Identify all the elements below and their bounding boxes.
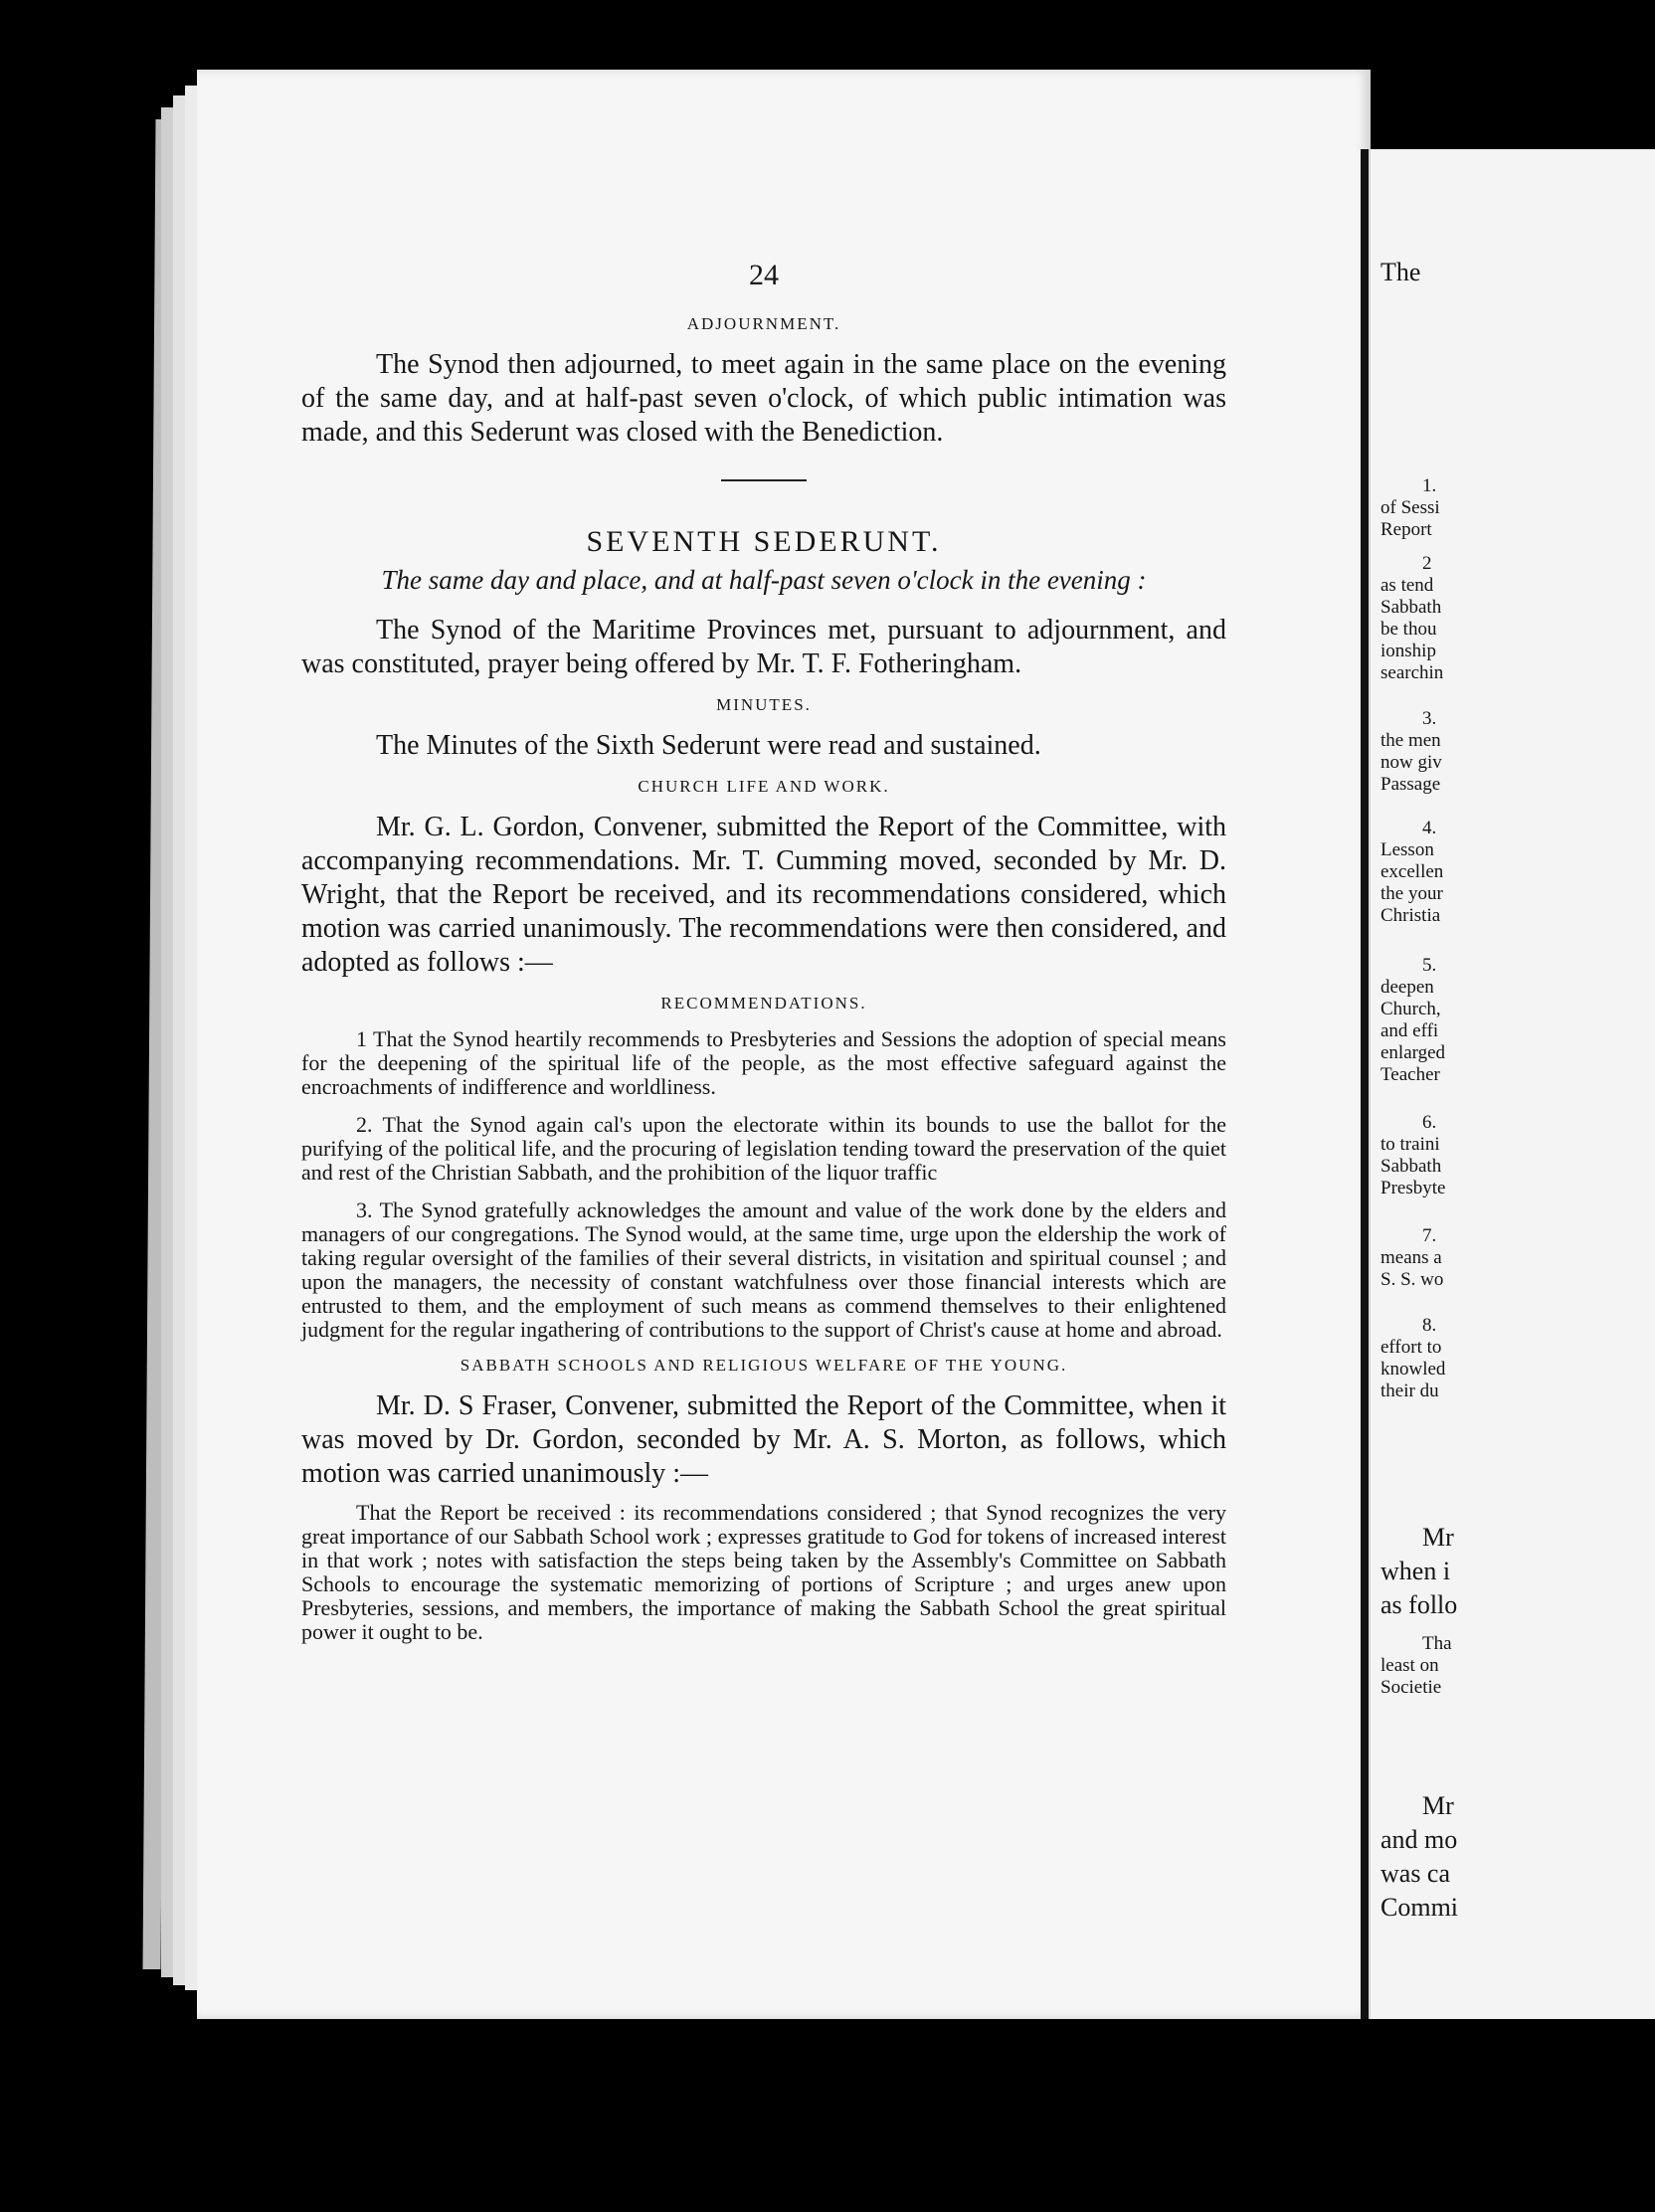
right-page-fragment: the men (1380, 730, 1441, 751)
right-page-fragment: Societie (1380, 1677, 1442, 1698)
right-page-fragment: 3. (1422, 708, 1437, 729)
right-page-fragment: Sabbath (1380, 1156, 1442, 1177)
right-page-fragment: and mo (1380, 1825, 1458, 1854)
left-page (197, 70, 1371, 2019)
recommendation-item: 3. The Synod gratefully acknowledges the amount and value of the work done by the elders and managers of our congregations. The Synod would, at the same time, urge upon the eldership the work of taking regular oversight of the families of their several districts, in visitation and spiritual counsel ; and upon the managers, the necessity of constant watchfulness over those financial interests which are entrusted to them, and the employment of such means as commend themselves to their enlightened judgment for the regular ingathering of contributions to the support of Christ's cause at home and abroad. (301, 1198, 1226, 1342)
right-page-fragment: Sabbath (1380, 597, 1442, 618)
right-page-fragment: Lesson (1380, 839, 1434, 860)
sabbath-schools-heading: SABBATH SCHOOLS AND RELIGIOUS WELFARE OF THE YOUNG. (460, 1356, 1068, 1375)
church-life-heading: CHURCH LIFE AND WORK. (638, 777, 890, 796)
recommendation-item: 2. That the Synod again cal's upon the electorate within its bounds to use the ballot for the purifying of the political life, and the procuring of legislation tending toward the preservation of the quiet and rest of the Christian Sabbath, and the prohibition of the liquor traffic (301, 1112, 1226, 1185)
right-page-fragment: effort to (1380, 1337, 1442, 1358)
right-page-fragment: means a (1380, 1247, 1442, 1268)
right-page-fragment: 6. (1422, 1112, 1437, 1133)
right-page-fragment: Presbyte (1380, 1178, 1446, 1198)
right-page-fragment: to traini (1380, 1134, 1440, 1155)
right-page-fragment: S. S. wo (1380, 1269, 1444, 1290)
right-page-fragment: excellen (1380, 861, 1444, 882)
sederunt-subtitle: The same day and place, and at half-past seven o'clock in the evening : (381, 565, 1147, 595)
right-page-fragment: Passage (1380, 774, 1441, 795)
right-page-fragment: Mr (1422, 1523, 1454, 1552)
right-page-fragment: 2 (1422, 553, 1432, 574)
sabbath-schools-text: Mr. D. S Fraser, Convener, submitted the Report of the Committee, when it was moved by Dr. Gordon, seconded by Mr. A. S. Morton, as follows, which motion was carried unanimously :— (301, 1390, 1226, 1489)
right-page-fragment: 5. (1422, 955, 1437, 976)
recommendation-item: 1 That the Synod heartily recommends to Presbyteries and Sessions the adoption of special means for the deepening of the spiritual life of the people, as the most effective safeguard against the encroachments of indifference and worldliness. (301, 1026, 1226, 1099)
right-page-fragment: when i (1380, 1557, 1451, 1585)
right-page-fragment: 1. (1422, 475, 1437, 496)
right-page-fragment: least on (1380, 1655, 1439, 1676)
right-page-fragment: 7. (1422, 1225, 1437, 1246)
page-gutter (1361, 149, 1369, 2019)
right-page-fragment: Tha (1422, 1633, 1452, 1654)
right-page-fragment: Christia (1380, 905, 1441, 926)
right-page-fragment: of Sessi (1380, 497, 1440, 518)
left-page-content (301, 259, 1226, 1658)
right-page-fragment: knowled (1380, 1359, 1446, 1380)
adjournment-heading: ADJOURNMENT. (686, 314, 841, 333)
right-page-fragment: and effi (1380, 1020, 1439, 1041)
right-page (1371, 149, 1655, 2019)
minutes-heading: MINUTES. (716, 695, 812, 714)
right-page-fragment: be thou (1380, 619, 1437, 640)
sabbath-schools-motion: That the Report be received : its recommendations considered ; that Synod recognizes the very great importance of our Sabbath School work ; expresses gratitude to God for tokens of increased interest in that work ; notes with satisfaction the steps being taken by the Assembly's Committee on Sabbath Schools to encourage the systematic memorizing of portions of Scripture ; and urges anew upon Presbyteries, sessions, and members, the importance of making the Sabbath School the great spiritual power it ought to be. (301, 1500, 1226, 1644)
right-page-fragment: searchin (1380, 662, 1444, 683)
right-page-fragment: Commi (1380, 1893, 1459, 1922)
right-page-fragment: Report (1380, 519, 1432, 540)
right-page-fragment: Church, (1380, 999, 1441, 1019)
right-page-fragment: as tend (1380, 575, 1434, 596)
sederunt-title: SEVENTH SEDERUNT. (586, 525, 942, 558)
right-page-fragment: the your (1380, 883, 1443, 904)
right-page-fragment: enlarged (1380, 1042, 1446, 1063)
section-divider (721, 479, 807, 481)
adjournment-text: The Synod then adjourned, to meet again in the same place on the evening of the same day, and at half-past seven o'clock, of which public intimation was made, and this Sederunt was closed with the Benediction. (301, 349, 1226, 448)
right-page-fragment: deepen (1380, 977, 1434, 998)
church-life-text: Mr. G. L. Gordon, Convener, submitted the Report of the Committee, with accompanying recommendations. Mr. T. Cumming moved, seconded by Mr. D. Wright, that the Report be received, and its recommendations considered, which motion was carried unanimously. The recommendations were then considered, and adopted as follows :— (301, 812, 1226, 978)
recommendations-heading: RECOMMENDATIONS. (660, 994, 867, 1013)
page-number: 24 (749, 259, 779, 291)
right-page-fragment: their du (1380, 1381, 1439, 1401)
right-page-fragment: 4. (1422, 818, 1437, 838)
right-page-fragment: was ca (1380, 1859, 1451, 1888)
right-page-fragment: as follo (1380, 1590, 1458, 1619)
right-page-fragment: 8. (1422, 1315, 1437, 1336)
right-page-fragment: The (1380, 258, 1421, 286)
minutes-text: The Minutes of the Sixth Sederunt were read and sustained. (376, 730, 1041, 761)
right-page-fragment: now giv (1380, 752, 1442, 773)
right-page-fragment: ionship (1380, 641, 1436, 661)
right-page-fragment: Mr (1422, 1791, 1454, 1820)
right-page-fragment: Teacher (1380, 1064, 1440, 1085)
sederunt-text: The Synod of the Maritime Provinces met, pursuant to adjournment, and was constituted, prayer being offered by Mr. T. F. Fotheringham. (301, 615, 1226, 679)
